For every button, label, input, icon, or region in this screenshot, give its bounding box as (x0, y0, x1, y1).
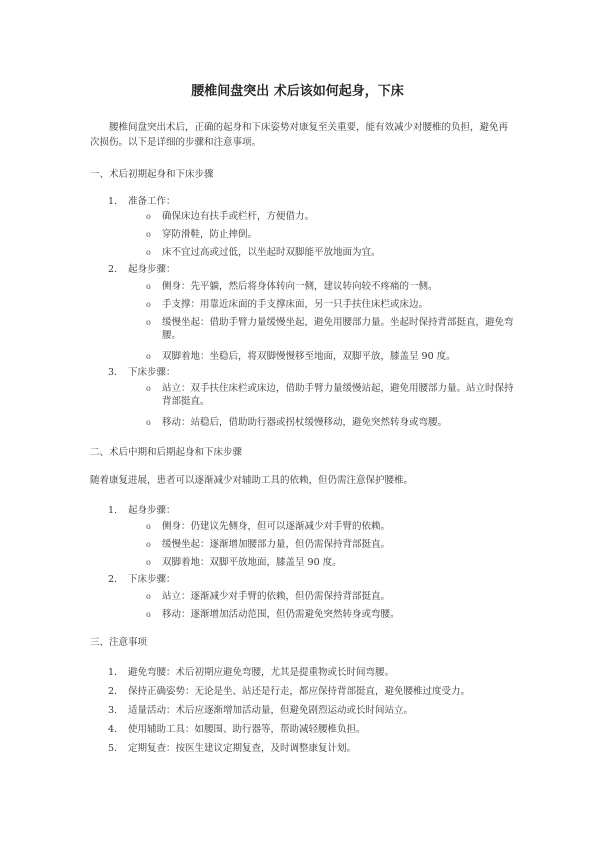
sub-bullet: o (146, 248, 151, 257)
sub-bullet: o (146, 318, 151, 327)
sub-item: 床不宜过高或过低，以坐起时双脚能平放地面为宜。 (162, 247, 381, 258)
sub-item: 侧身：仍建议先侧身，但可以逐渐减少对手臂的依赖。 (162, 521, 391, 532)
notice-item: 使用辅助工具：如腰围、助行器等，帮助减轻腰椎负担。 (128, 724, 366, 735)
sub-bullet: o (146, 558, 151, 567)
list-number: 1. (108, 667, 118, 678)
sub-item: 移动：逐渐增加活动范围，但仍需避免突然转身或弯腰。 (162, 609, 400, 620)
sub-bullet: o (146, 592, 151, 601)
sub-item: 侧身：先平躺，然后将身体转向一侧，建议转向较不疼痛的一侧。 (162, 281, 438, 292)
list-number: 2. (108, 686, 118, 697)
list-item-label: 下床步骤： (128, 367, 176, 378)
sub-item: 移动：站稳后，借助助行器或拐杖缓慢移动，避免突然转身或弯腰。 (162, 417, 448, 428)
intro-paragraph: 腰椎间盘突出术后，正确的起身和下床姿势对康复至关重要，能有效减少对腰椎的负担，避免再次损伤。以下是详细的步骤和注意事项。 (90, 122, 509, 148)
sub-item: 缓慢坐起：借助手臂力量缓慢坐起，避免用腰部力量。坐起时保持背部挺直，避免弯腰。 (162, 317, 514, 341)
sub-item: 站立：逐渐减少对手臂的依赖，但仍需保持背部挺直。 (162, 591, 391, 602)
notice-item: 适量活动：术后应逐渐增加活动量，但避免剧烈运动或长时间站立。 (128, 705, 414, 716)
list-number: 4. (108, 724, 118, 735)
sub-item: 穿防滑鞋，防止摔倒。 (162, 229, 258, 240)
sub-item: 确保床边有扶手或栏杆，方便借力。 (162, 211, 315, 222)
sub-bullet: o (146, 610, 151, 619)
list-item-label: 起身步骤： (128, 505, 176, 516)
sub-bullet: o (146, 540, 151, 549)
sub-item: 站立：双手扶住床栏或床边，借助手臂力量缓慢站起，避免用腰部力量。站立时保持背部挺直。 (162, 383, 514, 407)
notice-item: 保持正确姿势：无论是坐、站还是行走，都应保持背部挺直，避免腰椎过度受力。 (128, 686, 471, 697)
sub-bullet: o (146, 212, 151, 221)
notice-item: 避免弯腰：术后初期应避免弯腰，尤其是提重物或长时间弯腰。 (128, 667, 395, 678)
section-heading-1: 一、术后初期起身和下床步骤 (90, 169, 214, 180)
sub-bullet: o (146, 300, 151, 309)
sub-bullet: o (146, 384, 151, 393)
notice-item: 定期复查：按医生建议定期复查，及时调整康复计划。 (128, 743, 357, 754)
sub-item: 双脚着地：坐稳后，将双脚慢慢移至地面，双脚平放，膝盖呈 90 度。 (162, 351, 456, 362)
list-number: 1. (108, 505, 118, 516)
section-intro: 随着康复进展，患者可以逐渐减少对辅助工具的依赖，但仍需注意保护腰椎。 (90, 475, 414, 486)
sub-item: 双脚着地：双脚平放地面，膝盖呈 90 度。 (162, 557, 342, 568)
list-number: 1. (108, 196, 118, 207)
sub-bullet: o (146, 352, 151, 361)
section-heading-2: 二、术后中期和后期起身和下床步骤 (90, 447, 243, 458)
list-number: 2. (108, 574, 118, 585)
sub-bullet: o (146, 282, 151, 291)
sub-bullet: o (146, 230, 151, 239)
list-item-label: 准备工作： (128, 196, 176, 207)
list-item-label: 起身步骤： (128, 264, 176, 275)
list-item-label: 下床步骤： (128, 574, 176, 585)
sub-bullet: o (146, 522, 151, 531)
sub-item: 缓慢坐起：逐渐增加腰部力量，但仍需保持背部挺直。 (162, 539, 391, 550)
document-title: 腰椎间盘突出 术后该如何起身，下床 (191, 84, 404, 99)
list-number: 2. (108, 264, 118, 275)
list-number: 3. (108, 705, 118, 716)
section-heading-3: 三、注意事项 (90, 637, 148, 648)
list-number: 3. (108, 367, 118, 378)
sub-bullet: o (146, 418, 151, 427)
list-number: 5. (108, 743, 118, 754)
sub-item: 手支撑：用靠近床面的手支撑床面，另一只手扶住床栏或床边。 (162, 299, 429, 310)
